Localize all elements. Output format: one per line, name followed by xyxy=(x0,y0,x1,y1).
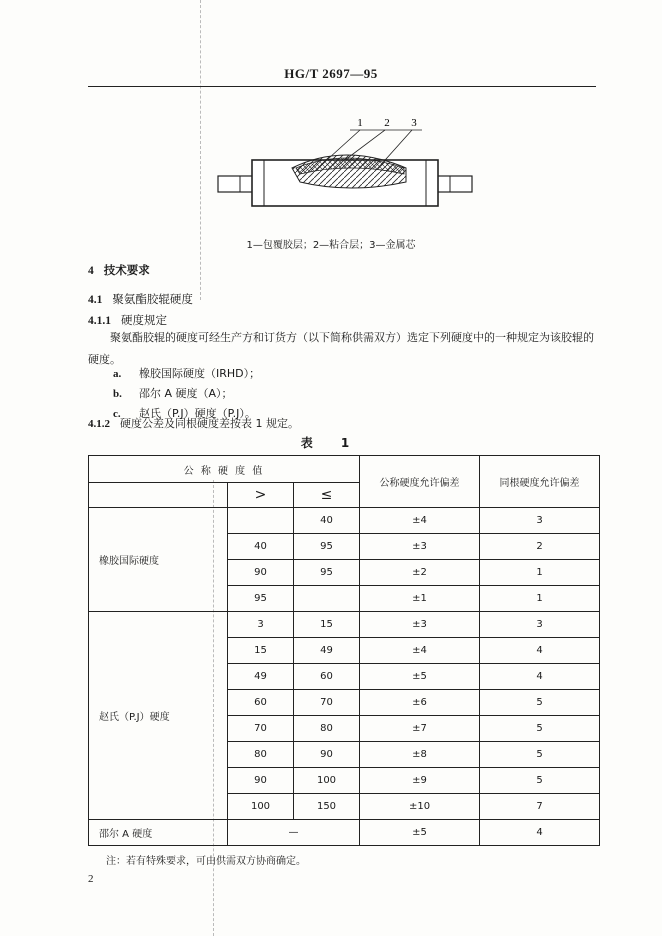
cell-gt: 3 xyxy=(228,612,294,638)
callout-1: 1 xyxy=(357,117,363,129)
cell-same-root: 1 xyxy=(480,586,600,612)
section-4-1-heading xyxy=(88,291,193,307)
section-number: 4.1.2 xyxy=(88,418,110,430)
cell-tolerance: ±6 xyxy=(360,690,480,716)
cell-same-root: 4 xyxy=(480,664,600,690)
table-header-row xyxy=(89,456,600,483)
cell-gt: 60 xyxy=(228,690,294,716)
item-text: 赵氏（P.J）硬度（P.J）。 xyxy=(139,407,256,420)
section-number: 4.1 xyxy=(88,294,103,306)
section-title: 技术要求 xyxy=(103,263,150,277)
section-title: 聚氨酯胶辊硬度 xyxy=(112,292,193,306)
section-title: 硬度规定 xyxy=(121,313,167,327)
cell-le: 150 xyxy=(294,794,360,820)
cell-tolerance: ±8 xyxy=(360,742,480,768)
group-shore-label: 邵尔 A 硬度 xyxy=(89,820,228,846)
section-4-heading xyxy=(88,262,150,278)
cell-tolerance: ±5 xyxy=(360,820,480,846)
header-rule xyxy=(88,86,596,87)
cell-same-root: 4 xyxy=(480,820,600,846)
cell-same-root: 3 xyxy=(480,612,600,638)
cell-gt: 15 xyxy=(228,638,294,664)
hardness-table xyxy=(88,455,600,846)
cell-same-root: 7 xyxy=(480,794,600,820)
cell-gt: 90 xyxy=(228,768,294,794)
cell-tolerance: ±1 xyxy=(360,586,480,612)
cell-le: 80 xyxy=(294,716,360,742)
cell-le: 95 xyxy=(294,560,360,586)
cell-same-root: 5 xyxy=(480,716,600,742)
roller-figure xyxy=(200,112,490,227)
item-mark: a. xyxy=(113,368,122,380)
cell-tolerance: ±3 xyxy=(360,534,480,560)
cell-gt: 49 xyxy=(228,664,294,690)
cell-le: 90 xyxy=(294,742,360,768)
cell-tolerance: ±9 xyxy=(360,768,480,794)
header-gt: > xyxy=(228,483,294,508)
header-empty xyxy=(89,483,228,508)
section-number: 4 xyxy=(88,265,94,277)
cell-tolerance: ±7 xyxy=(360,716,480,742)
header-same-root: 同根硬度允许偏差 xyxy=(480,456,600,508)
cell-same-root: 4 xyxy=(480,638,600,664)
cell-tolerance: ±3 xyxy=(360,612,480,638)
cell-same-root: 5 xyxy=(480,690,600,716)
table-title: 表 1 xyxy=(300,436,362,450)
cell-same-root: 5 xyxy=(480,768,600,794)
cell-range: — xyxy=(228,820,360,846)
section-4-1-2 xyxy=(88,415,299,431)
table-note: 注：若有特殊要求，可由供需双方协商确定。 xyxy=(106,856,306,867)
cell-same-root: 2 xyxy=(480,534,600,560)
item-mark: c. xyxy=(113,408,121,420)
cell-le: 15 xyxy=(294,612,360,638)
header-le: ≤ xyxy=(294,483,360,508)
cell-same-root: 3 xyxy=(480,508,600,534)
cell-tolerance: ±10 xyxy=(360,794,480,820)
item-text: 邵尔 A 硬度（A）； xyxy=(139,387,233,400)
table-row xyxy=(89,508,600,534)
cell-le: 60 xyxy=(294,664,360,690)
cell-gt: 70 xyxy=(228,716,294,742)
cell-gt: 95 xyxy=(228,586,294,612)
table-row xyxy=(89,820,600,846)
table-row xyxy=(89,612,600,638)
cell-le: 40 xyxy=(294,508,360,534)
header-tolerance: 公称硬度允许偏差 xyxy=(360,456,480,508)
page-number: 2 xyxy=(88,873,94,885)
cell-le: 70 xyxy=(294,690,360,716)
item-mark: b. xyxy=(113,388,122,400)
cell-tolerance: ±4 xyxy=(360,638,480,664)
header-nominal: 公 称 硬 度 值 xyxy=(89,456,360,483)
cell-gt: 40 xyxy=(228,534,294,560)
section-4-1-1-text: 聚氨酯胶辊的硬度可经生产方和订货方（以下简称供需双方）选定下列硬度中的一种规定为该胶辊的硬度。 xyxy=(88,331,594,366)
cell-tolerance: ±4 xyxy=(360,508,480,534)
list-item-b xyxy=(113,385,233,401)
group-irhd-label: 橡胶国际硬度 xyxy=(89,508,228,612)
group-pj-label: 赵氏（P.J）硬度 xyxy=(89,612,228,820)
item-text: 橡胶国际硬度（IRHD）； xyxy=(139,367,261,380)
document-header: HG/T 2697—95 xyxy=(284,66,378,81)
section-text: 硬度公差及同根硬度差按表 1 规定。 xyxy=(120,417,299,430)
cell-same-root: 1 xyxy=(480,560,600,586)
cell-le: 49 xyxy=(294,638,360,664)
callout-2: 2 xyxy=(384,117,390,129)
cell-gt xyxy=(228,508,294,534)
cell-gt: 80 xyxy=(228,742,294,768)
cell-tolerance: ±5 xyxy=(360,664,480,690)
cell-gt: 90 xyxy=(228,560,294,586)
cell-le: 100 xyxy=(294,768,360,794)
cell-le xyxy=(294,586,360,612)
figure-caption: 1—包覆胶层；2—粘合层；3—金属芯 xyxy=(246,240,416,251)
list-item-a xyxy=(113,365,260,381)
callout-3: 3 xyxy=(411,117,417,129)
section-4-1-1-heading xyxy=(88,312,167,328)
cell-gt: 100 xyxy=(228,794,294,820)
cell-tolerance: ±2 xyxy=(360,560,480,586)
cell-same-root: 5 xyxy=(480,742,600,768)
cell-le: 95 xyxy=(294,534,360,560)
section-number: 4.1.1 xyxy=(88,315,111,327)
